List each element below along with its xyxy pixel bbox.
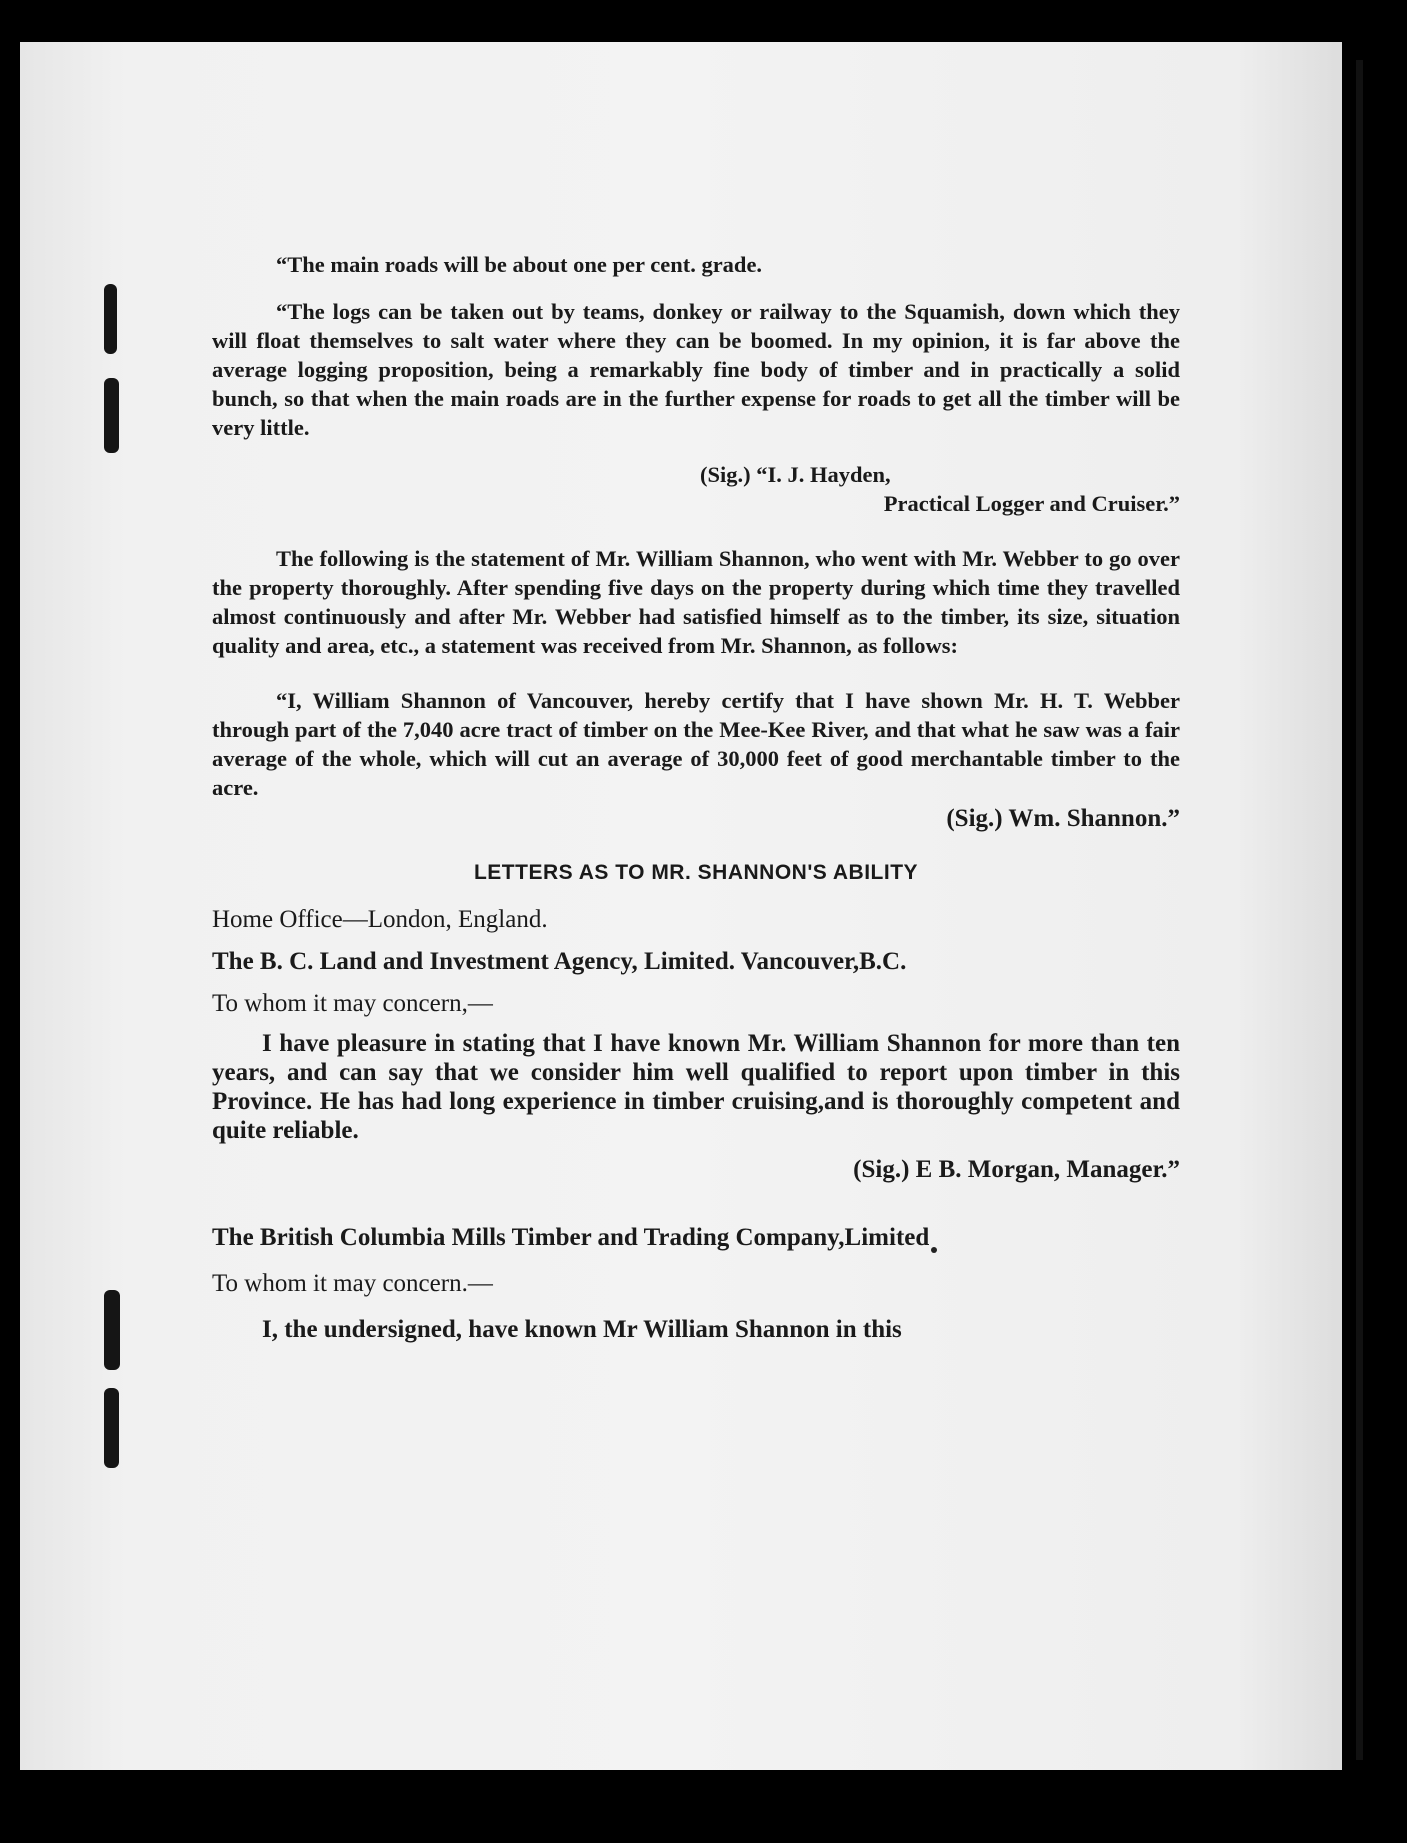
- paragraph-following-statement: The following is the statement of Mr. William Shannon, who went with Mr. Webber to go over the property thoroughly. After spending five days on the property during which time they travelled almost continuously and after Mr. Webber had satisfied himself as to the timber, its size, situation quality and area, etc., a statement was received from Mr. Shannon, as follows:: [212, 546, 1180, 658]
- section-heading: LETTERS AS TO MR. SHANNON'S ABILITY: [473, 861, 919, 884]
- binding-mark: [104, 284, 117, 354]
- letter2-company: [212, 1221, 1180, 1255]
- binding-mark: [104, 378, 119, 453]
- letter2-body: I, the undersigned, have known Mr William Shannon in this: [262, 1316, 902, 1343]
- paragraph-shannon-certificate: “I, William Shannon of Vancouver, hereby certify that I have shown Mr. H. T. Webber through part of the 7,040 acre tract of timber on the Mee-Kee River, and that what he saw was a fair average of the whole, which will cut an average of 30,000 feet of good merchantable timber to the acre.: [212, 688, 1180, 800]
- signature-hayden-title: Practical Logger and Cruiser.”: [883, 491, 1180, 516]
- letter2-company-text: The British Columbia Mills Timber and Trading Company,Limited: [212, 1224, 930, 1251]
- paragraph-logs: “The logs can be taken out by teams, donkey or railway to the Squamish, down which they will float themselves to salt water where they can be boomed. In my opinion, it is far above the average logging proposition, being a remarkably fine body of timber and in practically a solid bunch, so that when the main roads are in the further expense for roads to get all the timber will be very little.: [212, 299, 1180, 440]
- signature-morgan: (Sig.) E B. Morgan, Manager.”: [853, 1156, 1180, 1183]
- binding-mark: [104, 1290, 120, 1370]
- letter1-body: I have pleasure in stating that I have known Mr. William Shannon for more than ten years, and can say that we consider him well qualified to report upon timber in this Province. He has had long experience in timber cruising,and is thoroughly competent and quite reliable.: [212, 1030, 1180, 1144]
- signature-shannon: (Sig.) Wm. Shannon.”: [946, 805, 1180, 832]
- binding-mark: [104, 1388, 119, 1468]
- document-text: [212, 250, 1180, 1347]
- page-edge-shadow: [1356, 60, 1363, 1760]
- letter1-office: Home Office—London, England.: [212, 906, 548, 933]
- ink-dot: [931, 1247, 937, 1253]
- signature-hayden: (Sig.) “I. J. Hayden,: [700, 462, 891, 487]
- letter1-company: The B. C. Land and Investment Agency, Limited. Vancouver,B.C.: [212, 948, 907, 975]
- letter2-salutation: To whom it may concern.—: [212, 1270, 493, 1297]
- letter1-salutation: To whom it may concern,—: [212, 990, 493, 1017]
- paragraph-main-roads: “The main roads will be about one per cent. grade.: [276, 252, 763, 277]
